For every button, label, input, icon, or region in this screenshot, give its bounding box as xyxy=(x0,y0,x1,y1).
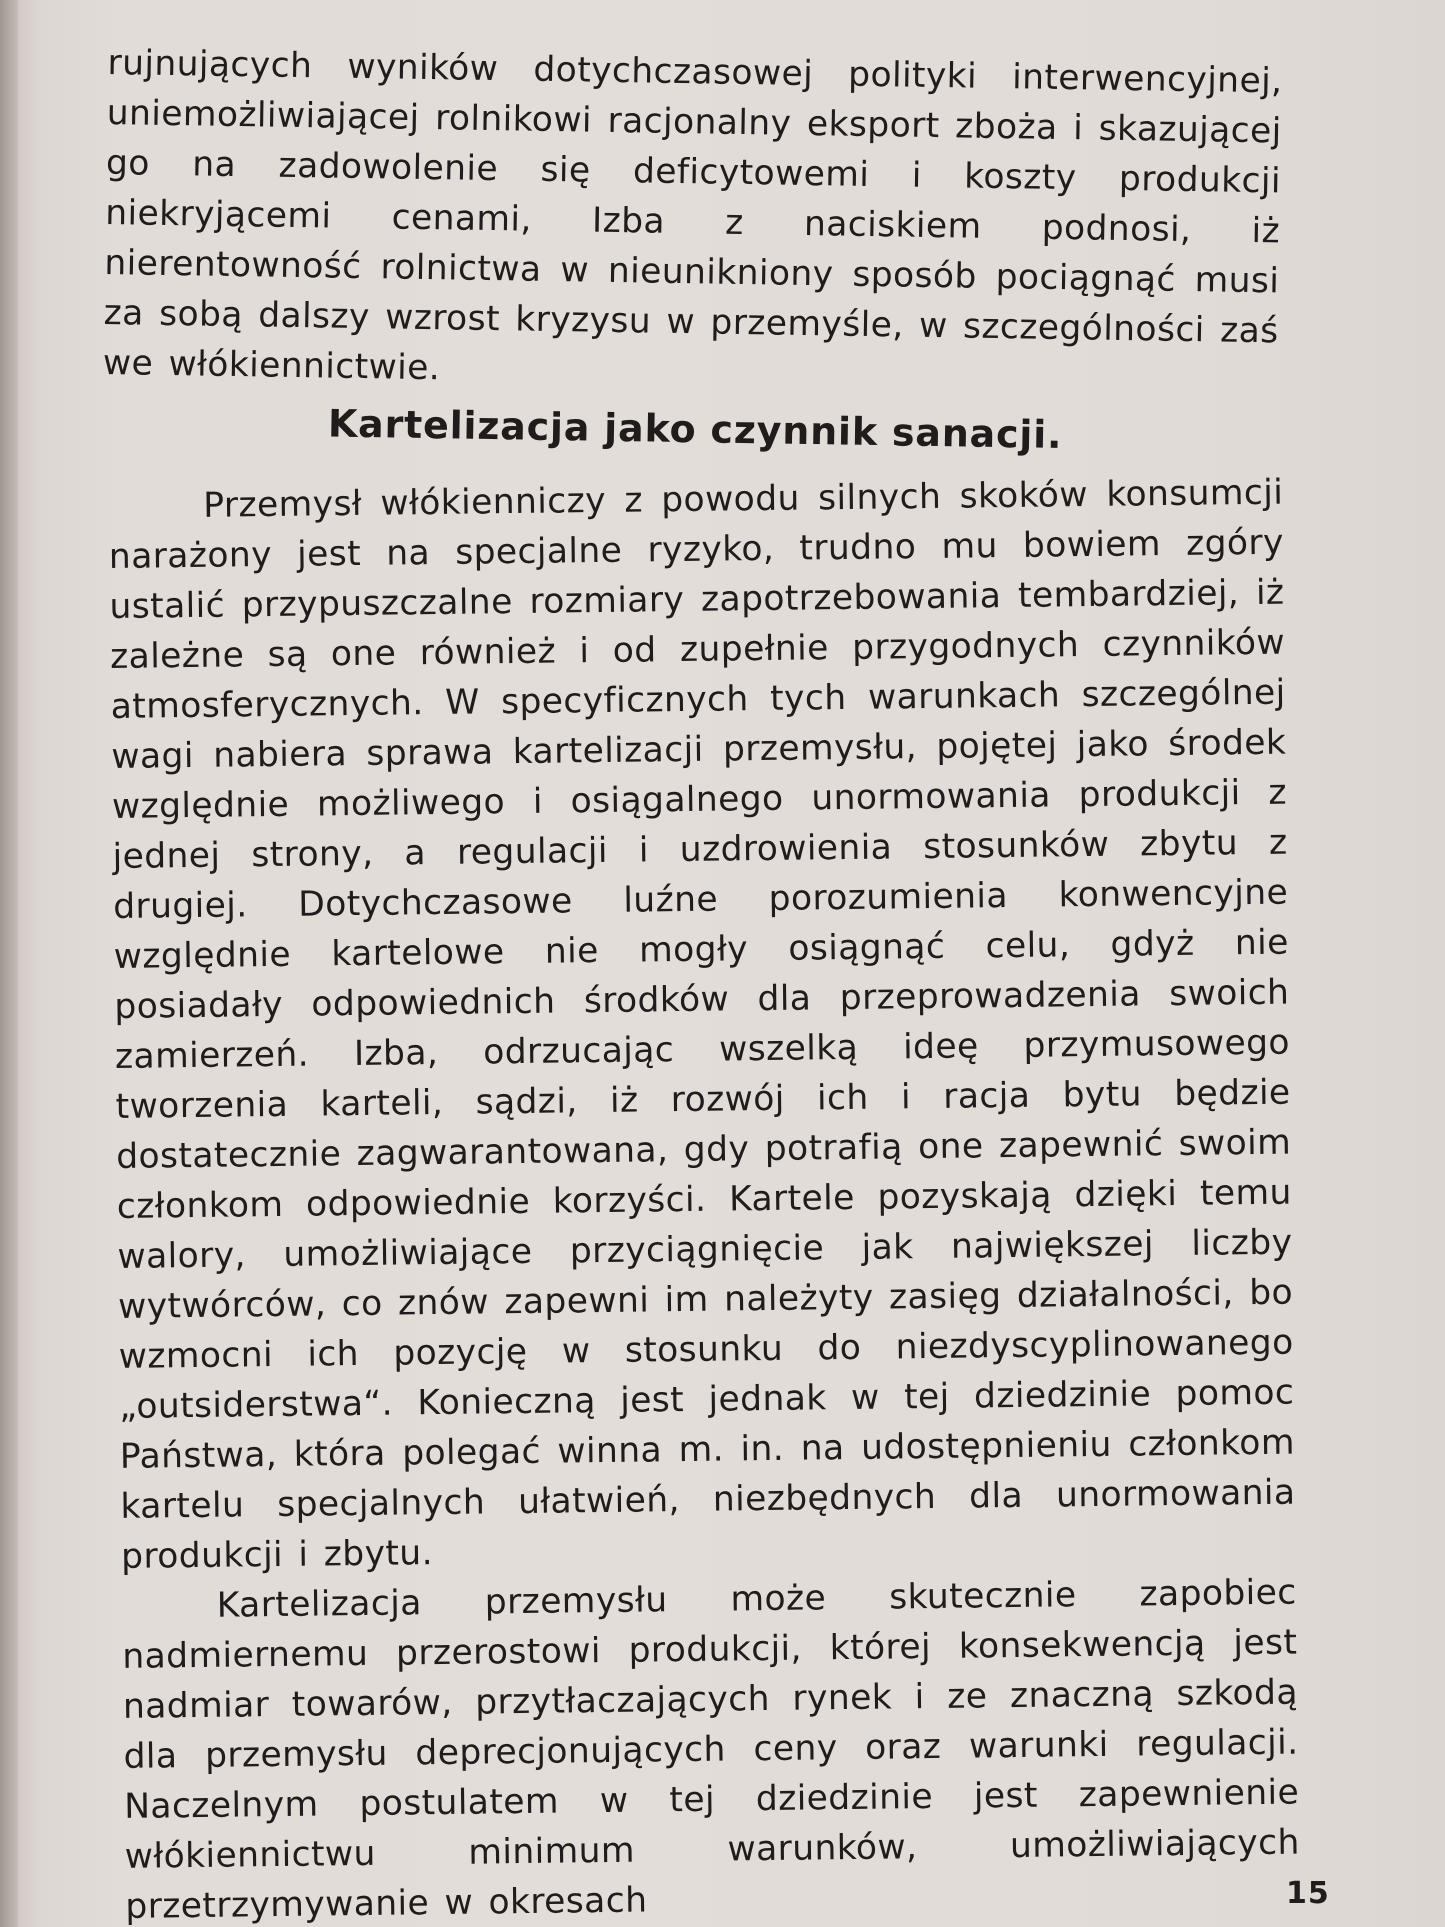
intro-paragraph-block xyxy=(103,38,1283,406)
page-number: 15 xyxy=(1286,1876,1330,1911)
body-paragraph-1: Przemysł włókienniczy z powodu silnych skoków konsumcji narażony jest na specjalne ryzyko, trudno mu bowiem zgóry ustalić przypuszczalne rozmiary zapotrzebowania tembardziej, iż zależne są one również i od zupełnie przygodnych czynników atmosferycznych. W specyficznych tych warunkach szczególnej wagi nabiera sprawa kartelizacji przemysłu, pojętej jako środek względnie możliwego i osiągalnego unormowania produkcji z jednej strony, a regulacji i uzdrowienia stosunków zbytu z drugiej. Dotychczasowe luźne porozumienia konwencyjne względnie kartelowe nie mogły osiągnąć celu, gdyż nie posiadały odpowiednich środków dla przeprowadzenia swoich zamierzeń. Izba, odrzucając wszelką ideę przymusowego tworzenia karteli, sądzi, iż rozwój ich i racja bytu będzie dostatecznie zagwarantowana, gdy potrafią one zapewnić swoim członkom odpowiednie korzyści. Kartele pozyskają dzięki temu walory, umożliwiające przyciągnięcie jak największej liczby wytwórców, co znów zapewni im należyty zasięg działalności, bo wzmocni ich pozycję w stosunku do niezdyscyplinowanego „outsiderstwa“. Konieczną jest jednak w tej dziedzinie pomoc Państwa, która polegać winna m. in. na udostępnieniu członkom kartelu specjalnych ułatwień, niezbędnych dla unormowania produkcji i zbytu. xyxy=(108,472,1296,1577)
intro-paragraph: rujnujących wyników dotychczasowej polityki interwencyjnej, uniemożliwiającej rolnikowi racjonalny eksport zboża i skazującej go na zadowolenie się deficytowemi i koszty produkcji niekryjącemi cenami, Izba z naciskiem podnosi, iż nierentowność rolnictwa w nieunikniony sposób pociągnąć musi za sobą dalszy wzrost kryzysu w przemyśle, w szczególności zaś we włókiennictwie. xyxy=(102,42,1283,389)
body-paragraph-2: Kartelizacja przemysłu może skutecznie zapobiec nadmiernemu przerostowi produkcji, której konsekwencją jest nadmiar towarów, przytłaczających rynek i ze znaczną szkodą dla przemysłu deprecjonujących ceny oraz warunki regulacji. Naczelnym postulatem w tej dziedzinie jest zapewnienie włókiennictwu minimum warunków, umożliwiających przetrzymywanie w okresach xyxy=(122,1572,1300,1927)
section-heading: Kartelizacja jako czynnik sanacji. xyxy=(327,401,1063,457)
section-body xyxy=(108,468,1301,1927)
page-gutter-shadow xyxy=(0,0,18,1927)
